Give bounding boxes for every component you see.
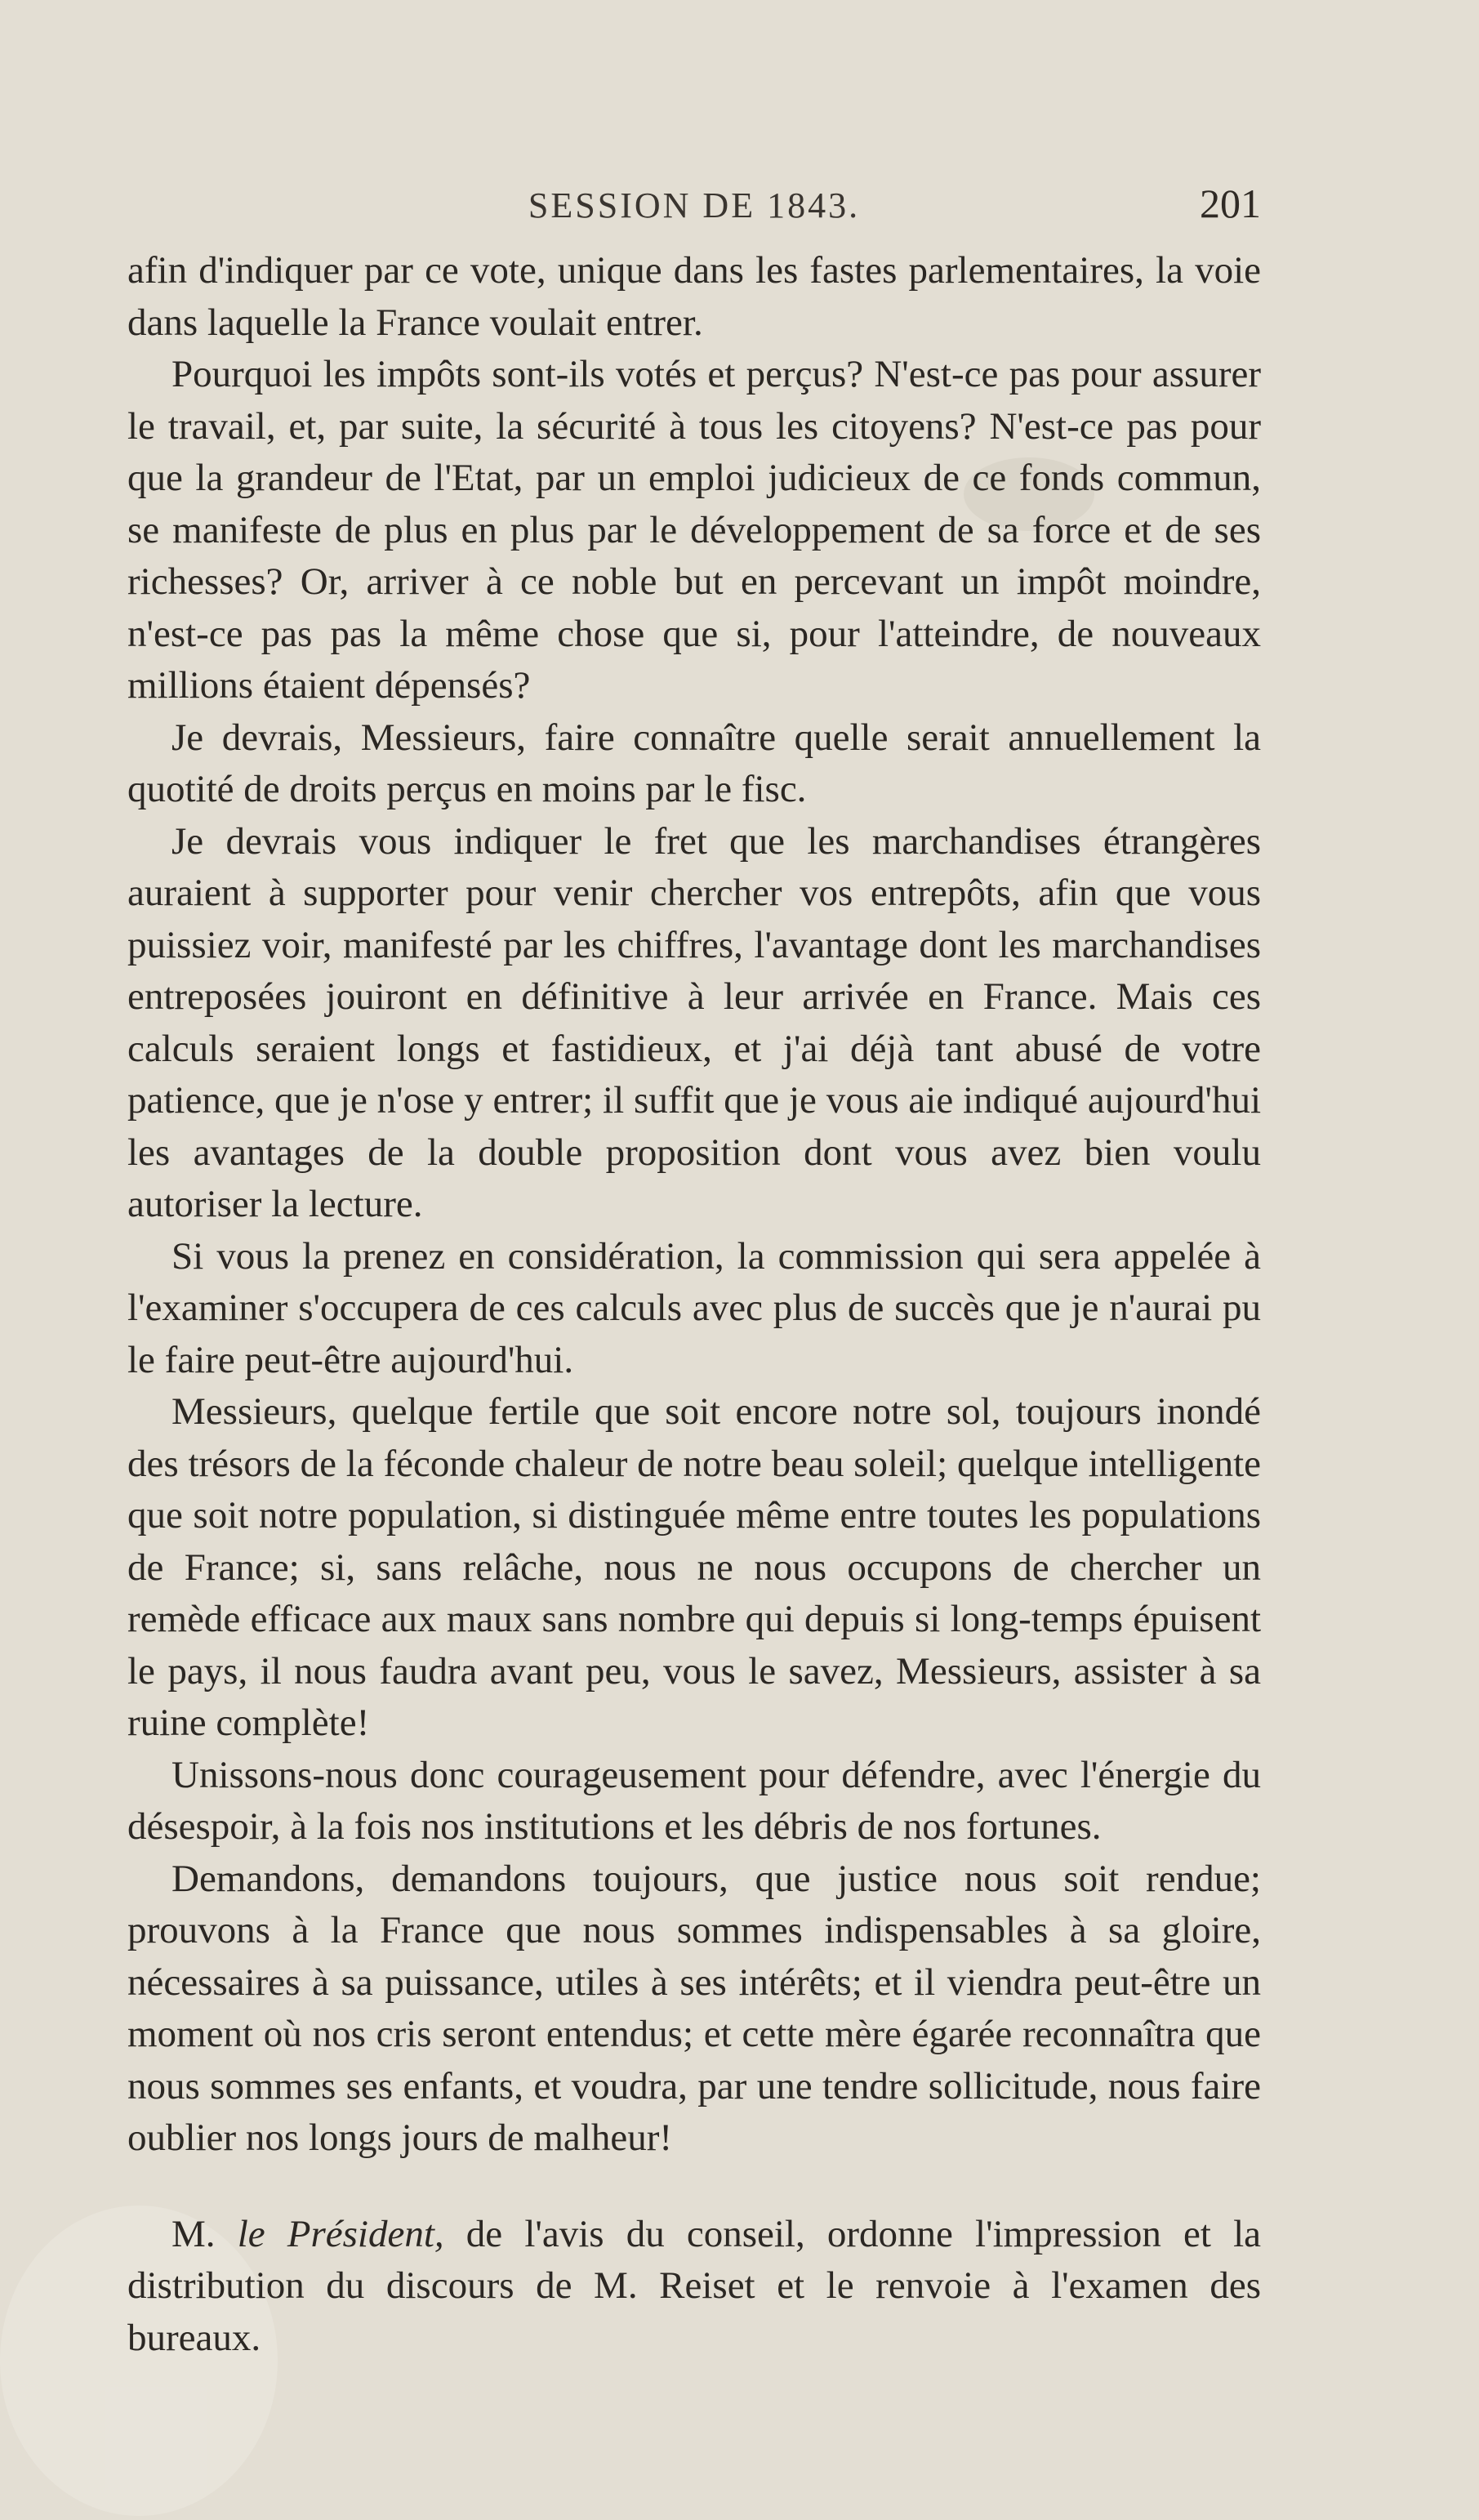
paragraph: Pourquoi les impôts sont-ils votés et perçus? N'est-ce pas pour assurer le travail, et, par suite, la sécurité à tous les citoyens? N'est-ce pas pour que la grandeur de l'Etat, par un emploi judicieux de ce fonds commun, se manifeste de plus en plus par le développement de sa force et de ses richesses? Or, arriver à ce noble but en percevant un impôt moindre, n'est-ce pas pas la même chose que si, pour l'atteindre, de nouveaux millions étaient dépensés? (127, 353, 1261, 707)
closing-text: de l'avis du conseil, ordonne l'impression et la distribution du discours de M. Reiset et le renvoie à l'examen des bureaux. (127, 2212, 1261, 2359)
paragraph: Demandons, demandons toujours, que justice nous soit rendue; prouvons à la France que nous sommes indispensables à sa gloire, nécessaires à sa puissance, utiles à ses intérêts; et il viendra peut-être un moment où nos cris seront entendus; et cette mère égarée reconnaîtra que nous sommes ses enfants, et voudra, par une tendre sollicitude, nous faire oublier nos longs jours de malheur! (127, 1857, 1261, 2159)
closing-title: le Président, (237, 2212, 444, 2255)
running-title: SESSION DE 1843. (528, 185, 861, 225)
page-header (127, 173, 1261, 230)
paragraph: Je devrais vous indiquer le fret que les marchandises étrangères auraient à supporter pour venir chercher vos entrepôts, afin que vous puissiez voir, manifesté par les chiffres, l'avantage dont les marchandises entreposées jouiront en définitive à leur arrivée en France. Mais ces calculs seraient longs et fastidieux, et j'ai déjà tant abusé de votre patience, que je n'ose y entrer; il suffit que je vous aie indiqué aujourd'hui les avantages de la double proposition dont vous avez bien voulu autoriser la lecture. (127, 819, 1261, 1225)
paragraph: Je devrais, Messieurs, faire connaître quelle serait annuellement la quotité de droits perçus en moins par le fisc. (127, 716, 1261, 810)
closing-prefix: M. (172, 2212, 238, 2255)
closing-paragraph (127, 2209, 1261, 2365)
paragraph: afin d'indiquer par ce vote, unique dans les fastes parlementaires, la voie dans laquelle la France voulait entrer. (127, 249, 1261, 344)
paragraph: Si vous la prenez en considération, la commission qui sera appelée à l'examiner s'occupera de ces calculs avec plus de succès que je n'aurai pu le faire peut-être aujourd'hui. (127, 1234, 1261, 1381)
body-text (127, 245, 1261, 2364)
paragraph: Messieurs, quelque fertile que soit encore notre sol, toujours inondé des trésors de la féconde chaleur de notre beau soleil; quelque intelligente que soit notre population, si distinguée même entre toutes les populations de France; si, sans relâche, nous ne nous occupons de chercher un remède efficace aux maux sans nombre qui depuis si long-temps épuisent le pays, il nous faudra avant peu, vous le savez, Messieurs, assister à sa ruine complète! (127, 1390, 1261, 1744)
paragraph: Unissons-nous donc courageusement pour défendre, avec l'énergie du désespoir, à la fois nos institutions et les débris de nos fortunes. (127, 1753, 1261, 1848)
page-number: 201 (1200, 181, 1261, 226)
